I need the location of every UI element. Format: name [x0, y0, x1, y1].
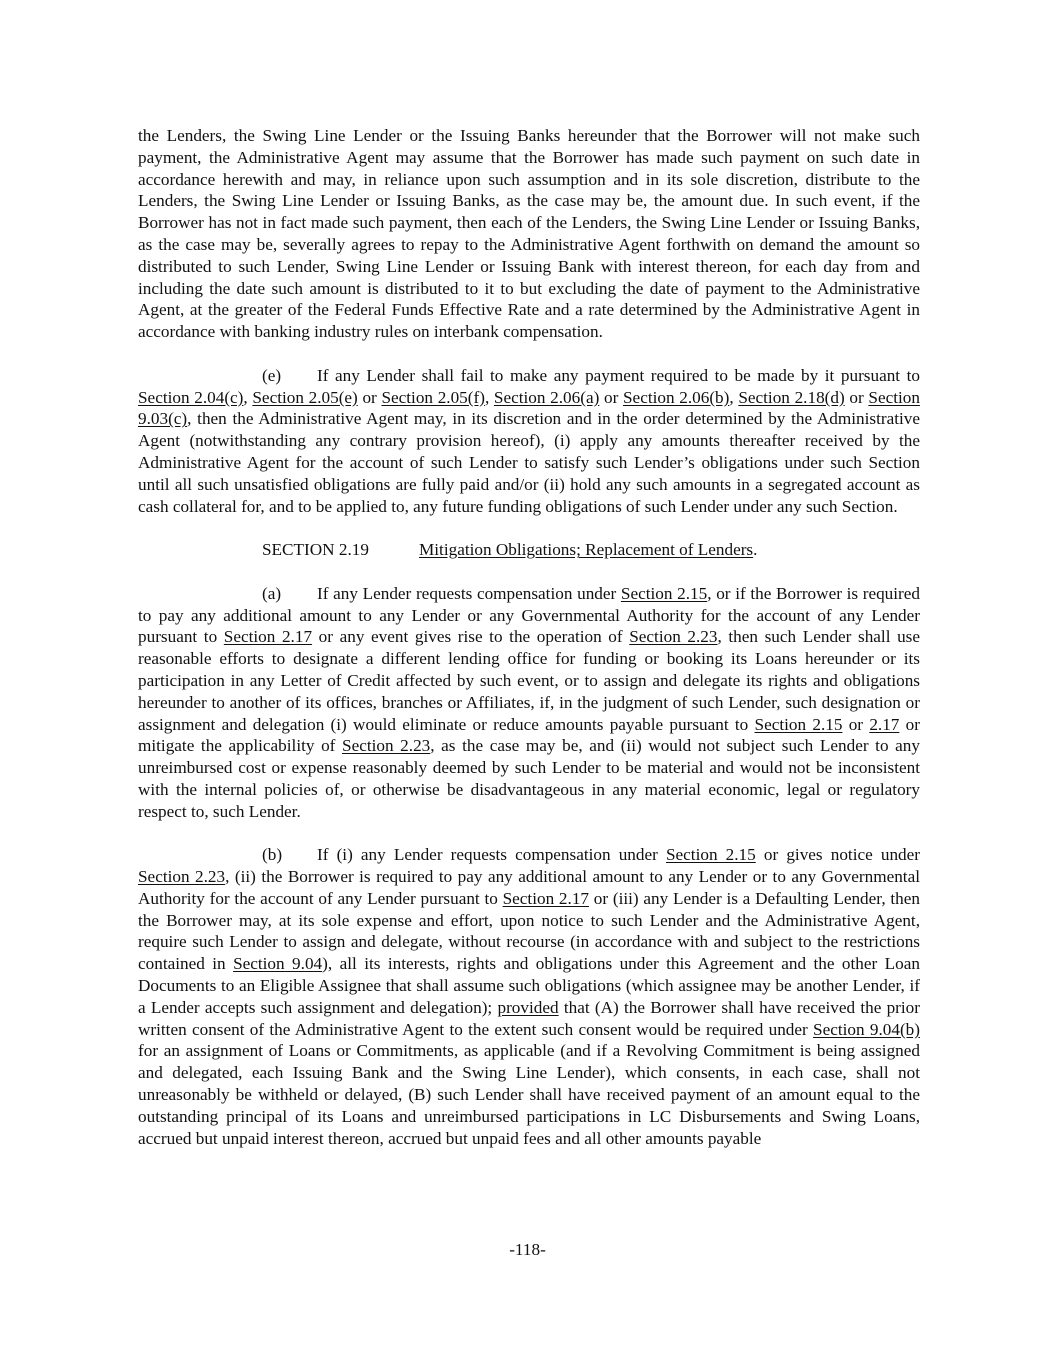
section-ref: Section 2.23 [138, 867, 226, 887]
clause-label-b: (b) [262, 845, 283, 865]
section-ref: Section 2.06(b) [623, 387, 730, 407]
clause-label-e: (e) [262, 365, 282, 385]
document-page [138, 125, 920, 1149]
section-ref: Section 2.05(e) [252, 387, 358, 407]
paragraph-b: (b) If (i) any Lender requests compensation under Section 2.15 or gives notice under Section 2.23, (ii) the Borrower is required to pay any additional amount to any Lender or to any Governmental Authority for the account of any Lender pursuant to Section 2.17 or (iii) any Lender is a Defaulting Lender, then the Borrower may, at its sole expense and effort, upon notice to such Lender and the Administrative Agent, require such Lender to assign and delegate, without recourse (in accordance with and subject to the restrictions contained in Section 9.04), all its interests, rights and obligations under this Agreement and the other Loan Documents to an Eligible Assignee that shall assume such obligations (which assignee may be another Lender, if a Lender accepts such assignment and delegation); provided that (A) the Borrower shall have received the prior written consent of the Administrative Agent to the extent such consent would be required under Section 9.04(b) for an assignment of Loans or Commitments, as applicable (and if a Revolving Commitment is being assigned and delegated, each Issuing Bank and the Swing Line Lender), which consents, in each case, shall not unreasonably be withheld or delayed, (B) such Lender shall have received payment of an amount equal to the outstanding principal of its Loans and unreimbursed participations in LC Disbursements and Swing Loans, accrued but unpaid interest thereon, accrued but unpaid fees and all other amounts payable [138, 845, 920, 1148]
section-ref: Section 9.04 [233, 954, 323, 974]
section-ref: Section 2.04(c) [138, 387, 244, 407]
clause-label-a: (a) [262, 583, 282, 603]
section-ref: Section 2.17 [223, 627, 313, 647]
section-heading: SECTION 2.19 Mitigation Obligations; Replacement of Lenders. [262, 540, 758, 560]
section-ref: Section 2.05(f) [381, 387, 485, 407]
section-ref: Section 9.04(b) [813, 1019, 920, 1039]
paragraph-e: (e) If any Lender shall fail to make any payment required to be made by it pursuant to Section 2.04(c), Section 2.05(e) or Section 2.05(f), Section 2.06(a) or Section 2.06(b), Section 2.18(d) or Section 9.03(c), then the Administrative Agent may, in its discretion and in the order determined by the Administrative Agent (notwithstanding any contrary provision hereof), (i) apply any amounts thereafter received by the Administrative Agent for the account of such Lender to satisfy such Lender’s obligations under such Section until all such unsatisfied obligations are fully paid and/or (ii) hold any such amounts in a segregated account as cash collateral for, and to be applied to, any future funding obligations of such Lender under any such Section. [138, 365, 920, 516]
paragraph-a: (a) If any Lender requests compensation under Section 2.15, or if the Borrower is required to pay any additional amount to any Lender or any Governmental Authority for the account of any Lender pursuant to Section 2.17 or any event gives rise to the operation of Section 2.23, then such Lender shall use reasonable efforts to designate a different lending office for funding or booking its Loans hereunder or its participation in any Letter of Credit affected by such event, or to assign and delegate its rights and obligations hereunder to another of its offices, branches or Affiliates, if, in the judgment of such Lender, such designation or assignment and delegation (i) would eliminate or reduce amounts payable pursuant to Section 2.15 or 2.17 or mitigate the applicability of Section 2.23, as the case may be, and (ii) would not subject such Lender to any unreimbursed cost or expense reasonably deemed by such Lender to be material and would not be inconsistent with the internal policies of, or otherwise be disadvantageous in any material economic, legal or regulatory respect to, such Lender. [138, 583, 920, 821]
section-ref: Section 2.15 [754, 714, 843, 734]
paragraph-continuation: the Lenders, the Swing Line Lender or the Issuing Banks hereunder that the Borrower will not make such payment, the Administrative Agent may assume that the Borrower has made such payment on such date in accordance herewith and may, in reliance upon such assumption and in its sole discretion, distribute to the Lenders, the Swing Line Lender or Issuing Banks, as the case may be, the amount due. In such event, if the Borrower has not in fact made such payment, then each of the Lenders, the Swing Line Lender or Issuing Banks, as the case may be, severally agrees to repay to the Administrative Agent forthwith on demand the amount so distributed to such Lender, Swing Line Lender or Issuing Bank with interest thereon, for each day from and including the date such amount is distributed to it to but excluding the date of payment to the Administrative Agent, at the greater of the Federal Funds Effective Rate and a rate determined by the Administrative Agent in accordance with banking industry rules on interbank compensation. [138, 126, 920, 342]
section-ref: Section 2.23 [342, 736, 431, 756]
section-ref: Section 9.03(c) [138, 387, 920, 429]
provided-term: provided [497, 997, 559, 1017]
page-number: -118- [509, 1240, 546, 1259]
section-number: SECTION 2.19 [262, 540, 369, 560]
section-ref: 2.17 [869, 714, 900, 734]
section-ref: Section 2.15 [665, 845, 756, 865]
section-ref: Section 2.17 [502, 888, 590, 908]
section-ref: Section 2.18(d) [738, 387, 845, 407]
section-ref: Section 2.23 [629, 627, 718, 647]
section-title: Mitigation Obligations; Replacement of Lenders [419, 540, 754, 560]
section-ref: Section 2.15 [620, 583, 708, 603]
section-ref: Section 2.06(a) [493, 387, 600, 407]
